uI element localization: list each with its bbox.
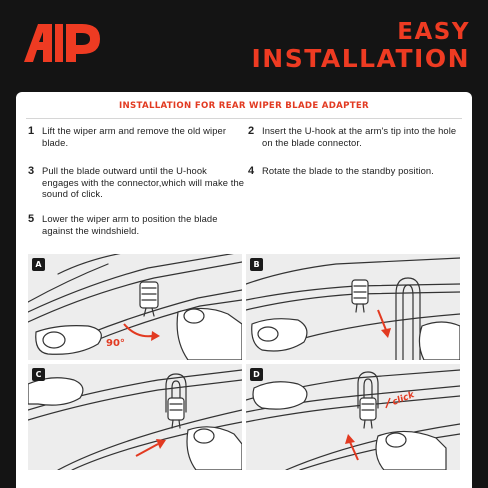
panel-badge-a: A (32, 258, 45, 271)
card-title: INSTALLATION FOR REAR WIPER BLADE ADAPTER (119, 101, 369, 111)
step-text: Insert the U-hook at the arm's tip into the hole on the blade connector. (262, 125, 457, 148)
title-divider (26, 118, 462, 119)
step-text: Pull the blade outward until the U-hook engages with the connector,which will make the sound of click. (42, 165, 245, 200)
click-sound-label: click (390, 390, 416, 408)
panel-badge-d: D (250, 368, 263, 381)
step-2 (248, 125, 464, 148)
step-number: 2 (248, 125, 255, 137)
illustration-panel-c (28, 364, 242, 470)
step-number: 4 (248, 165, 255, 177)
illustration-panel-d (246, 364, 460, 470)
headline (252, 20, 471, 72)
step-number: 5 (28, 213, 35, 225)
step-text: Lower the wiper arm to position the blade against the windshield. (42, 213, 218, 236)
step-3 (28, 165, 250, 200)
instruction-card (16, 92, 472, 488)
step-1 (28, 125, 244, 148)
step-text: Lift the wiper arm and remove the old wiper blade. (42, 125, 227, 148)
illustration-panel-b (246, 254, 460, 360)
blade-click-illustration (246, 364, 460, 470)
panel-badge-c: C (32, 368, 45, 381)
illustration-panel-a (28, 254, 242, 360)
panel-badge-b: B (250, 258, 263, 271)
step-text: Rotate the blade to the standby position. (262, 165, 434, 176)
wiper-arm-rotate-illustration (28, 254, 242, 360)
step-number: 1 (28, 125, 35, 137)
headline-line2: INSTALLATION (251, 43, 470, 73)
step-number: 3 (28, 165, 35, 177)
step-5 (28, 213, 250, 236)
brand-logo-icon (24, 22, 102, 62)
blade-pull-illustration (28, 364, 242, 470)
headline-line1: EASY (397, 19, 470, 45)
step-4 (248, 165, 464, 177)
rotation-angle-label: 90° (106, 338, 125, 349)
u-hook-insert-illustration (246, 254, 460, 360)
